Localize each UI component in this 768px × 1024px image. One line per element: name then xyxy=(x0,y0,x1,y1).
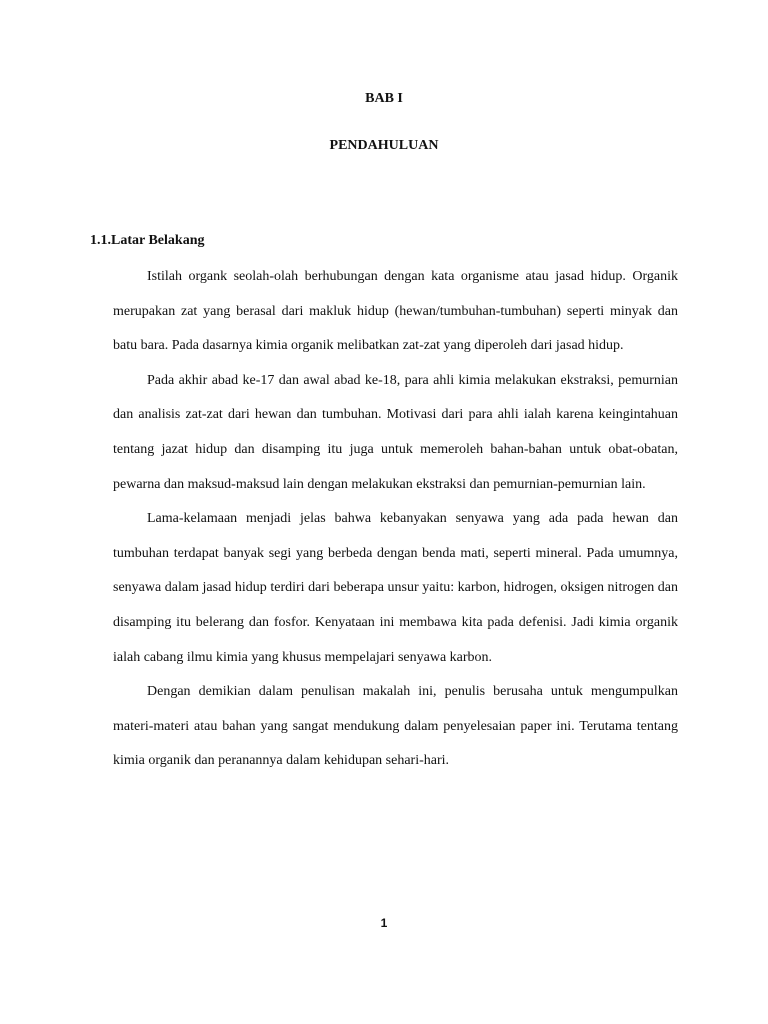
section-heading: 1.1.Latar Belakang xyxy=(90,233,205,248)
page-number: 1 xyxy=(380,916,388,930)
chapter-title: PENDAHULUAN xyxy=(329,138,439,153)
chapter-number: BAB I xyxy=(365,91,403,106)
paragraph: Dengan demikian dalam penulisan makalah ini, penulis berusaha untuk mengumpulkan materi-materi atau bahan yang sangat mendukung dalam penyelesaian paper ini. Terutama tentang kimia organik dan peranannya dalam kehidupan sehari-hari. xyxy=(113,684,678,769)
paragraph: Pada akhir abad ke-17 dan awal abad ke-18, para ahli kimia melakukan ekstraksi, pemurnian dan analisis zat-zat dari hewan dan tumbuhan. Motivasi dari para ahli ialah karena keingintahuan tentang jazat hidup dan disamping itu juga untuk memeroleh bahan-bahan untuk obat-obatan, pewarna dan maksud-maksud lain dengan melakukan ekstraksi dan pemurnian-pemurnian lain. xyxy=(113,372,678,492)
body-text xyxy=(113,260,678,779)
paragraph: Istilah organk seolah-olah berhubungan dengan kata organisme atau jasad hidup. Organik merupakan zat yang berasal dari makluk hidup (hewan/tumbuhan-tumbuhan) seperti minyak dan batu bara. Pada dasarnya kimia organik melibatkan zat-zat yang diperoleh dari jasad hidup. xyxy=(113,269,678,354)
paragraph: Lama-kelamaan menjadi jelas bahwa kebanyakan senyawa yang ada pada hewan dan tumbuhan terdapat banyak segi yang berbeda dengan benda mati, seperti mineral. Pada umumnya, senyawa dalam jasad hidup terdiri dari beberapa unsur yaitu: karbon, hidrogen, oksigen nitrogen dan disamping itu belerang dan fosfor. Kenyataan ini membawa kita pada defenisi. Jadi kimia organik ialah cabang ilmu kimia yang khusus mempelajari senyawa karbon. xyxy=(113,511,678,665)
